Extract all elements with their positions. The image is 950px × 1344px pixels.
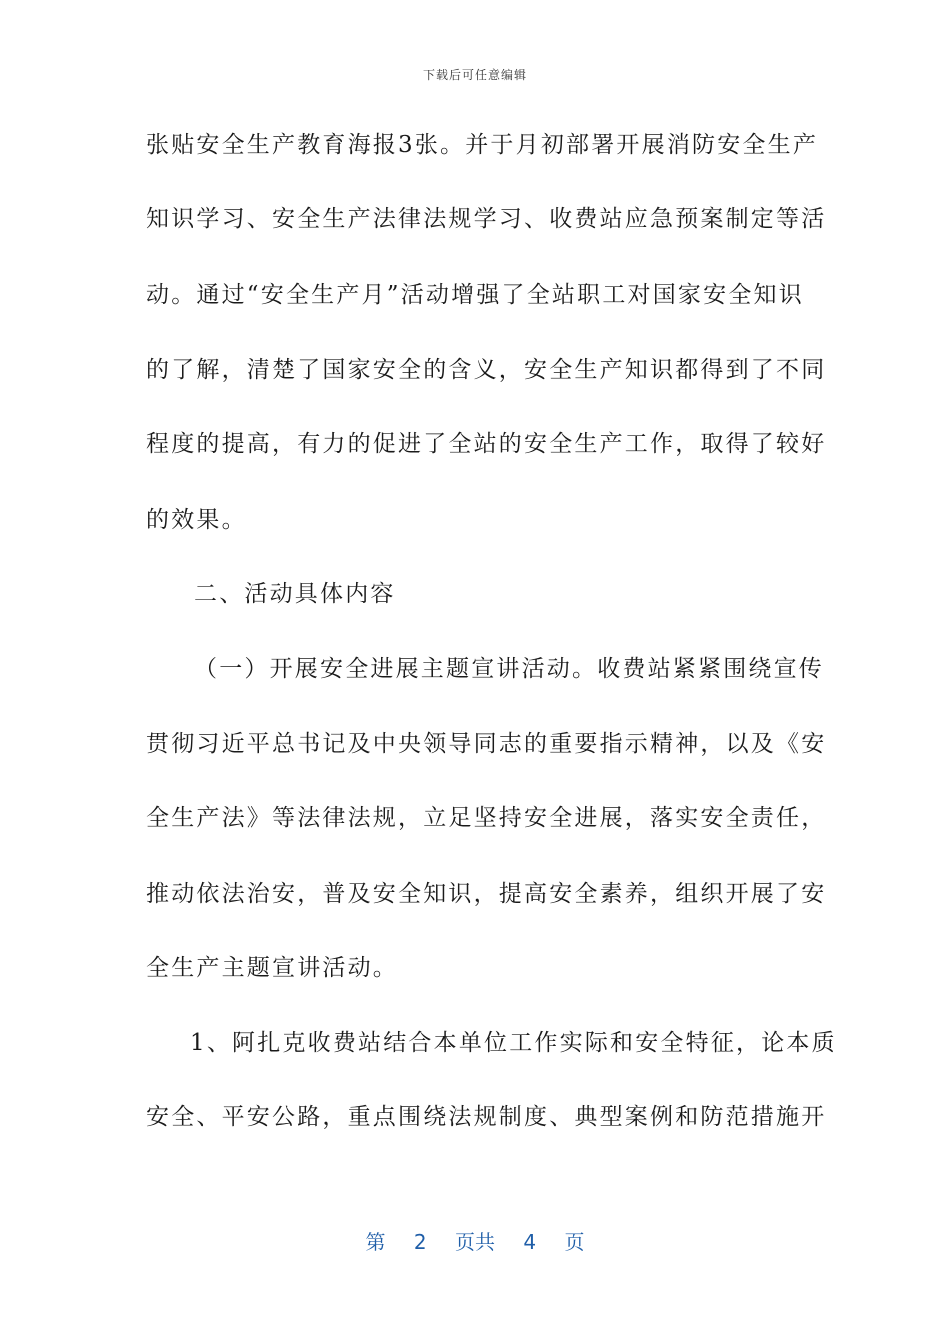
body-line: 1、阿扎克收费站结合本单位工作实际和安全特征，论本质 — [190, 1030, 837, 1056]
section-heading: 二、活动具体内容 — [194, 581, 396, 607]
body-line: 程度的提高，有力的促进了全站的安全生产工作，取得了较好 — [146, 431, 827, 457]
body-line: 贯彻习近平总书记及中央领导同志的重要指示精神，以及《安 — [146, 731, 827, 757]
body-line: 全生产法》等法律法规，立足坚持安全进展，落实安全责任， — [146, 805, 827, 831]
footer-page-number: 2 — [413, 1230, 427, 1254]
footer-suffix: 页 — [564, 1230, 585, 1254]
body-line: （一）开展安全进展主题宣讲活动。收费站紧紧围绕宣传 — [194, 656, 824, 682]
body-line: 推动依法治安，普及安全知识，提高安全素养，组织开展了安 — [146, 881, 827, 907]
body-line: 知识学习、安全生产法律法规学习、收费站应急预案制定等活 — [146, 206, 827, 232]
page-footer — [0, 1226, 950, 1255]
body-line: 动。通过“安全生产月”活动增强了全站职工对国家安全知识 — [146, 282, 804, 308]
footer-middle: 页共 — [455, 1230, 495, 1254]
body-line: 的了解，清楚了国家安全的含义，安全生产知识都得到了不同 — [146, 357, 827, 383]
body-line: 的效果。 — [146, 507, 247, 533]
body-line: 全生产主题宣讲活动。 — [146, 955, 398, 981]
footer-total-pages: 4 — [523, 1230, 537, 1254]
footer-prefix: 第 — [365, 1230, 386, 1254]
body-line: 张贴安全生产教育海报3张。并于月初部署开展消防安全生产 — [146, 132, 819, 158]
page-header: 下载后可任意编辑 — [422, 68, 527, 82]
body-line: 安全、平安公路，重点围绕法规制度、典型案例和防范措施开 — [146, 1104, 827, 1130]
